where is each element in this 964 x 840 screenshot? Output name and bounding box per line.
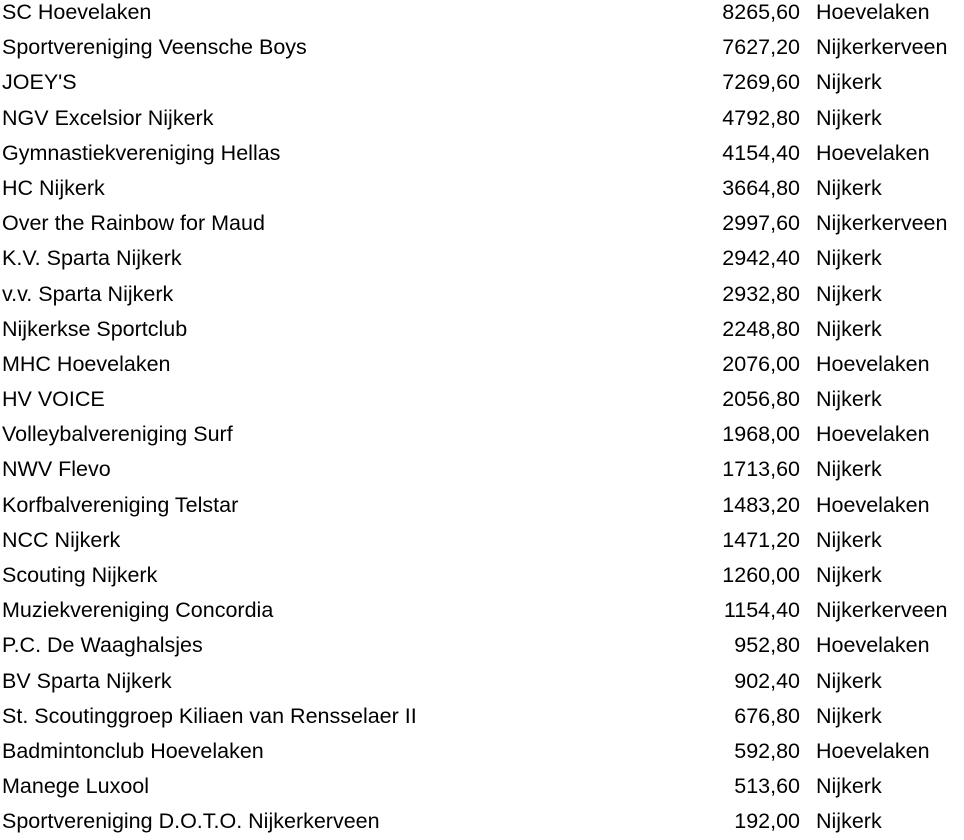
table-row — [0, 382, 964, 417]
table-row — [0, 0, 964, 30]
place: Nijkerk — [816, 316, 882, 341]
amount: 3664,80 — [722, 175, 800, 200]
table-row — [0, 804, 964, 839]
club-name: NWV Flevo — [2, 457, 111, 482]
amount: 513,60 — [734, 774, 800, 799]
table-row — [0, 452, 964, 487]
place: Nijkerkerveen — [816, 35, 948, 60]
table-row — [0, 523, 964, 558]
amount: 192,00 — [734, 809, 800, 834]
place: Nijkerk — [816, 668, 882, 693]
table-row — [0, 136, 964, 171]
table-row — [0, 593, 964, 628]
club-name: JOEY'S — [2, 70, 77, 95]
amount: 2942,40 — [722, 246, 800, 271]
place: Nijkerk — [816, 774, 882, 799]
club-name: HV VOICE — [2, 387, 105, 412]
place: Hoevelaken — [816, 422, 930, 447]
amount: 1968,00 — [722, 422, 800, 447]
amount: 1154,40 — [723, 598, 800, 623]
club-name: Volleybalvereniging Surf — [2, 422, 233, 447]
place: Nijkerk — [816, 281, 882, 306]
amount: 2248,80 — [722, 316, 800, 341]
club-name: Badmintonclub Hoevelaken — [2, 738, 264, 763]
club-name: NGV Excelsior Nijkerk — [2, 105, 214, 130]
table-row — [0, 769, 964, 804]
table-row — [0, 417, 964, 452]
place: Nijkerk — [816, 457, 882, 482]
place: Nijkerk — [816, 70, 882, 95]
table-row — [0, 277, 964, 312]
table-row — [0, 488, 964, 523]
place: Nijkerk — [816, 809, 882, 834]
club-name: SC Hoevelaken — [2, 0, 152, 24]
amount: 1713,60 — [722, 457, 800, 482]
table-row — [0, 65, 964, 100]
amount: 2997,60 — [722, 211, 800, 236]
amount: 1471,20 — [722, 527, 800, 552]
club-name: K.V. Sparta Nijkerk — [2, 246, 182, 271]
amount: 1260,00 — [722, 563, 800, 587]
amount: 4792,80 — [722, 105, 800, 130]
club-name: MHC Hoevelaken — [2, 351, 171, 376]
club-name: Sportvereniging D.O.T.O. Nijkerkerveen — [2, 809, 380, 834]
club-name: Sportvereniging Veensche Boys — [2, 35, 307, 60]
club-name: HC Nijkerk — [2, 175, 105, 200]
table-row — [0, 558, 964, 593]
table-row — [0, 206, 964, 241]
place: Nijkerk — [816, 527, 882, 552]
club-name: Muziekvereniging Concordia — [2, 598, 274, 623]
table-row — [0, 347, 964, 382]
table-row — [0, 101, 964, 136]
place: Nijkerk — [816, 105, 882, 130]
place: Nijkerk — [816, 246, 882, 271]
place: Hoevelaken — [816, 492, 930, 517]
amount: 902,40 — [734, 668, 800, 693]
club-name: Korfbalvereniging Telstar — [2, 492, 239, 517]
club-name: St. Scoutinggroep Kiliaen van Rensselaer II — [2, 703, 417, 728]
amount: 676,80 — [734, 703, 800, 728]
table-row — [0, 628, 964, 663]
table-row — [0, 734, 964, 769]
place: Hoevelaken — [816, 633, 930, 658]
club-name: Manege Luxool — [2, 774, 150, 799]
amount: 592,80 — [734, 738, 800, 763]
club-name: Gymnastiekvereniging Hellas — [2, 140, 281, 165]
place: Nijkerk — [816, 175, 882, 200]
place: Hoevelaken — [816, 0, 930, 24]
club-name: Over the Rainbow for Maud — [2, 211, 265, 236]
amount: 7269,60 — [722, 70, 800, 95]
amount: 2076,00 — [722, 351, 800, 376]
table-row — [0, 312, 964, 347]
amount: 7627,20 — [722, 35, 800, 60]
amount: 4154,40 — [722, 140, 800, 165]
table-row — [0, 699, 964, 734]
table-row — [0, 664, 964, 699]
amount: 8265,60 — [722, 0, 800, 24]
place: Nijkerkerveen — [816, 211, 948, 236]
amount: 2932,80 — [722, 281, 800, 306]
club-name: P.C. De Waaghalsjes — [2, 633, 203, 658]
place: Hoevelaken — [816, 351, 930, 376]
club-name: NCC Nijkerk — [2, 527, 121, 552]
amount: 1483,20 — [722, 492, 800, 517]
place: Hoevelaken — [816, 738, 930, 763]
amount: 952,80 — [734, 633, 800, 658]
club-name: BV Sparta Nijkerk — [2, 668, 172, 693]
table-row — [0, 30, 964, 65]
club-name: v.v. Sparta Nijkerk — [2, 281, 174, 306]
club-name: Scouting Nijkerk — [2, 563, 158, 587]
table-row — [0, 241, 964, 276]
club-name: Nijkerkse Sportclub — [2, 316, 188, 341]
place: Nijkerkerveen — [816, 598, 948, 623]
amount: 2056,80 — [722, 387, 800, 412]
place: Nijkerk — [816, 703, 882, 728]
place: Nijkerk — [816, 387, 882, 412]
place: Hoevelaken — [816, 140, 930, 165]
table-row — [0, 171, 964, 206]
place: Nijkerk — [816, 563, 882, 587]
